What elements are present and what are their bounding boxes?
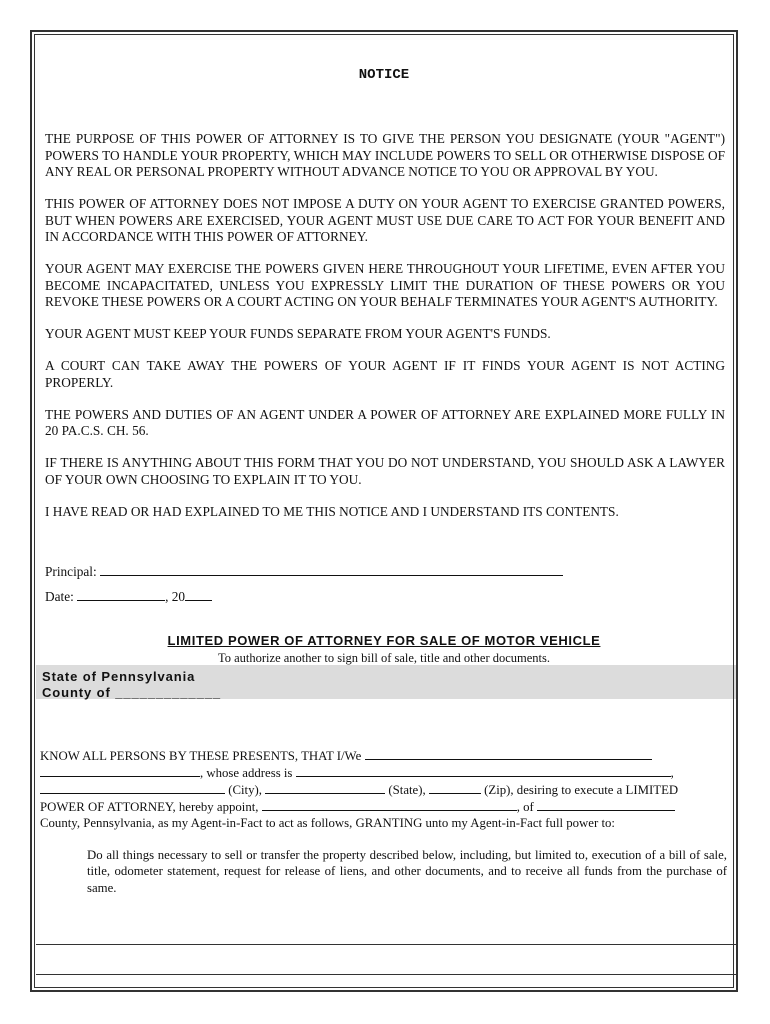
powers-paragraph: Do all things necessary to sell or transfer the property described below, including, but limited to, execution of a bill of sale, title, odometer statement, request for release of liens, and other documents, and to receive all funds from the purchase of same.: [87, 848, 727, 895]
notice-paragraph-acknowledgement: I HAVE READ OR HAD EXPLAINED TO ME THIS NOTICE AND I UNDERSTAND ITS CONTENTS.: [45, 503, 619, 519]
county-line: County of _____________: [42, 685, 221, 700]
know-line-3: (City), (State), (Zip), desiring to execute a LIMITED: [40, 781, 710, 798]
divider-line: [36, 944, 736, 945]
date-line[interactable]: [77, 588, 165, 601]
notice-title: NOTICE: [358, 67, 410, 83]
date-year-line[interactable]: [185, 588, 212, 601]
notice-paragraph-lawyer: IF THERE IS ANYTHING ABOUT THIS FORM THAT YOU DO NOT UNDERSTAND, YOU SHOULD ASK A LAWYER OF YOUR OWN CHOOSING TO EXPLAIN IT TO YOU.: [45, 455, 725, 487]
notice-paragraph-lifetime: YOUR AGENT MAY EXERCISE THE POWERS GIVEN HERE THROUGHOUT YOUR LIFETIME, EVEN AFTER YOU BECOME INCAPACITATED, UNLESS YOU EXPRESSLY LIMIT THE DURATION OF THESE POWERS OR YOU REVOKE THESE POWERS OR A COURT ACTING ON YOUR BEHALF TERMINATES YOUR AGENT'S AUTHORITY.: [45, 261, 725, 309]
state-line: State of Pennsylvania: [42, 669, 196, 684]
know-all-persons-block: [40, 747, 710, 831]
divider-line-2: [36, 974, 736, 975]
know-line-1: KNOW ALL PERSONS BY THESE PRESENTS, THAT I/We: [40, 747, 710, 764]
know-line-2: , whose address is ,: [40, 764, 710, 781]
venue-box: [36, 665, 736, 699]
agent-name-line[interactable]: [262, 798, 517, 811]
date-label: Date:: [45, 589, 74, 604]
grantor-address-line[interactable]: [296, 764, 671, 777]
grantor-name-line-2[interactable]: [40, 764, 200, 777]
principal-field-row: [45, 563, 563, 580]
city-line[interactable]: [40, 781, 225, 794]
principal-signature-line[interactable]: [100, 563, 563, 576]
agent-county-line[interactable]: [537, 798, 675, 811]
know-line-4: POWER OF ATTORNEY, hereby appoint, , of: [40, 798, 710, 815]
grantor-name-line[interactable]: [365, 747, 652, 760]
principal-label: Principal:: [45, 564, 97, 579]
notice-paragraph-purpose: THE PURPOSE OF THIS POWER OF ATTORNEY IS TO GIVE THE PERSON YOU DESIGNATE (YOUR "AGENT") POWERS TO HANDLE YOUR PROPERTY, WHICH MAY INCLUDE POWERS TO SELL OR OTHERWISE DISPOSE OF ANY REAL OR PERSONAL PROPERTY WITHOUT ADVANCE NOTICE TO YOU OR APPROVAL BY YOU.: [45, 131, 725, 179]
notice-paragraph-funds: YOUR AGENT MUST KEEP YOUR FUNDS SEPARATE FROM YOUR AGENT'S FUNDS.: [45, 326, 551, 341]
document-page: [30, 30, 738, 992]
lpoa-subtitle: To authorize another to sign bill of sale, title and other documents.: [217, 651, 551, 665]
zip-line[interactable]: [429, 781, 481, 794]
date-year-prefix: , 20: [165, 589, 186, 604]
state-field-line[interactable]: [265, 781, 385, 794]
know-line-5: County, Pennsylvania, as my Agent-in-Fact to act as follows, GRANTING unto my Agent-in-Fact full power to:: [40, 816, 615, 830]
date-field-row: [45, 588, 212, 605]
notice-body: [45, 131, 725, 536]
notice-paragraph-statute: THE POWERS AND DUTIES OF AN AGENT UNDER A POWER OF ATTORNEY ARE EXPLAINED MORE FULLY IN 20 PA.C.S. CH. 56.: [45, 406, 725, 438]
notice-paragraph-duty: THIS POWER OF ATTORNEY DOES NOT IMPOSE A DUTY ON YOUR AGENT TO EXERCISE GRANTED POWERS, BUT WHEN POWERS ARE EXERCISED, YOUR AGENT MUST USE DUE CARE TO ACT FOR YOUR BENEFIT AND IN ACCORDANCE WITH THIS POWER OF ATTORNEY.: [45, 196, 725, 244]
notice-paragraph-court: A COURT CAN TAKE AWAY THE POWERS OF YOUR AGENT IF IT FINDS YOUR AGENT IS NOT ACTING PROPERLY.: [45, 358, 725, 390]
lpoa-title: LIMITED POWER OF ATTORNEY FOR SALE OF MOTOR VEHICLE: [167, 633, 601, 648]
